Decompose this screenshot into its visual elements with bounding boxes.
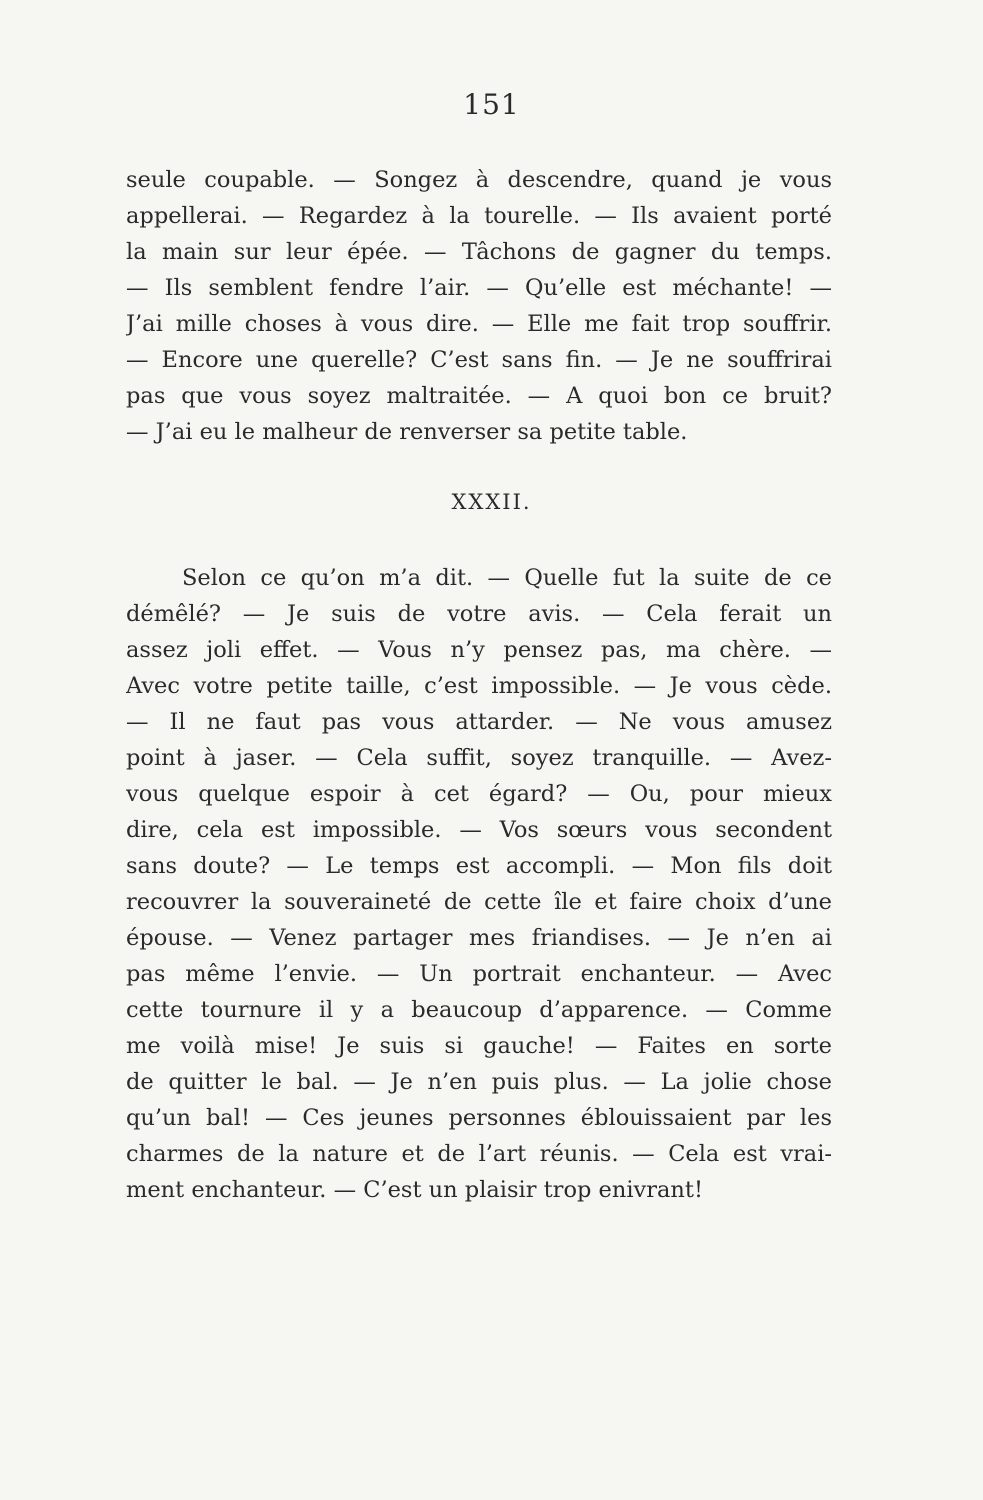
text-line: recouvrer la souveraineté de cette île et faire choix d’une	[126, 889, 832, 915]
text-line: appellerai. — Regardez à la tourelle. — Ils avaient porté	[126, 203, 832, 229]
page-number: 151	[463, 88, 520, 121]
text-line: vous quelque espoir à cet égard? — Ou, pour mieux	[126, 781, 832, 807]
text-line: épouse. — Venez partager mes friandises. — Je n’en ai	[126, 925, 832, 951]
text-line: — Ils semblent fendre l’air. — Qu’elle est méchante! —	[126, 275, 832, 301]
text-line: point à jaser. — Cela suffit, soyez tranquille. — Avez-	[126, 745, 832, 771]
text-line: Avec votre petite taille, c’est impossible. — Je vous cède.	[126, 673, 832, 699]
text-line: pas même l’envie. — Un portrait enchanteur. — Avec	[126, 961, 832, 987]
text-line: sans doute? — Le temps est accompli. — Mon fils doit	[126, 853, 832, 879]
text-line: qu’un bal! — Ces jeunes personnes éblouissaient par les	[126, 1105, 832, 1131]
text-line: seule coupable. — Songez à descendre, quand je vous	[126, 167, 832, 193]
text-line: la main sur leur épée. — Tâchons de gagner du temps.	[126, 239, 832, 265]
paragraph-1	[126, 162, 832, 450]
text-line: J’ai mille choses à vous dire. — Elle me fait trop souffrir.	[126, 311, 832, 337]
text-line: assez joli effet. — Vous n’y pensez pas, ma chère. —	[126, 637, 832, 663]
section-heading: XXXII.	[451, 490, 532, 514]
text-line: démêlé? — Je suis de votre avis. — Cela ferait un	[126, 601, 832, 627]
text-line: charmes de la nature et de l’art réunis. — Cela est vrai-	[126, 1141, 832, 1167]
text-line: — J’ai eu le malheur de renverser sa petite table.	[126, 419, 688, 445]
text-line: — Il ne faut pas vous attarder. — Ne vous amusez	[126, 709, 832, 735]
text-line: ment enchanteur. — C’est un plaisir trop enivrant!	[126, 1177, 704, 1203]
text-line: pas que vous soyez maltraitée. — A quoi bon ce bruit?	[126, 383, 832, 409]
text-line: Selon ce qu’on m’a dit. — Quelle fut la suite de ce	[182, 565, 832, 591]
paragraph-2	[126, 560, 832, 1208]
text-line: dire, cela est impossible. — Vos sœurs vous secondent	[126, 817, 832, 843]
text-line: — Encore une querelle? C’est sans fin. — Je ne souffrirai	[126, 347, 832, 373]
text-line: de quitter le bal. — Je n’en puis plus. — La jolie chose	[126, 1069, 832, 1095]
text-line: cette tournure il y a beaucoup d’apparence. — Comme	[126, 997, 832, 1023]
text-line: me voilà mise! Je suis si gauche! — Faites en sorte	[126, 1033, 832, 1059]
